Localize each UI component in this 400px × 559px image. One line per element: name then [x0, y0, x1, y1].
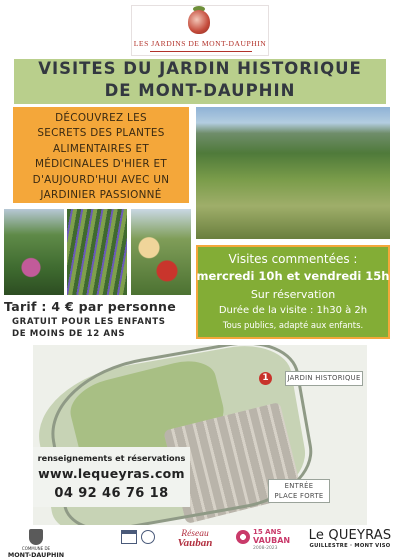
vauban-word: Vauban [177, 537, 213, 549]
visit-audience: Tous publics, adapté aux enfants. [222, 320, 364, 330]
free-entry-line-1: GRATUIT POUR LES ENFANTS [12, 317, 166, 327]
commune-label: COMMUNE DE [21, 546, 51, 551]
anniversary-years: 15 ANS [253, 528, 282, 536]
intro-line: ALIMENTAIRES ET [52, 142, 150, 155]
contact-heading: renseignements et réservations [37, 453, 186, 463]
visit-duration: Durée de la visite : 1h30 à 2h [218, 305, 368, 316]
commune-name: MONT-DAUPHIN [7, 551, 65, 559]
anniversary-dates: 2008-2023 [253, 546, 278, 551]
map-label-entry [268, 479, 330, 503]
visit-days: mercredi 10h et vendredi 15h [196, 269, 390, 283]
commune-logo [6, 529, 66, 559]
page-title [0, 58, 400, 102]
reseau-word: Réseau [181, 529, 209, 539]
title-line-2: DE MONT-DAUPHIN [104, 81, 296, 100]
free-entry-note [12, 316, 166, 340]
intro-text [13, 111, 189, 203]
anniversary-icon [236, 530, 250, 544]
title-line-1: VISITES DU JARDIN HISTORIQUE [38, 59, 362, 78]
phone-number: 04 92 46 76 18 [54, 486, 169, 501]
queyras-name: Le QUEYRAS [308, 528, 392, 543]
flower-photo-2 [67, 209, 127, 295]
map-label-garden: JARDIN HISTORIQUE [285, 371, 363, 386]
map-marker: 1 [259, 372, 272, 385]
gardens-logo [131, 5, 269, 56]
intro-line: D'AUJOURD'HUI AVEC UN [32, 173, 170, 186]
map-label-entry-line-2: PLACE FORTE [274, 492, 324, 500]
free-entry-line-2: DE MOINS DE 12 ANS [12, 329, 126, 339]
flower-photo-1 [4, 209, 64, 295]
pomegranate-icon [188, 10, 210, 34]
price: Tarif : 4 € par personne [4, 299, 177, 314]
garden-photo [196, 107, 390, 239]
queyras-subtitle: GUILLESTRE · MONT VISO [309, 543, 391, 549]
unesco-logos [121, 530, 159, 550]
intro-line: JARDINIER PASSIONNÉ [40, 189, 162, 202]
intro-line: SECRETS DES PLANTES [37, 127, 165, 140]
flower-photo-3 [131, 209, 191, 295]
intro-line: DÉCOUVREZ LES [55, 112, 147, 124]
reseau-vauban-logo [170, 529, 220, 549]
anniversary-name: VAUBAN [253, 536, 291, 545]
visits-heading: Visites commentées : [228, 252, 358, 266]
queyras-logo [304, 528, 396, 549]
world-heritage-icon [141, 530, 155, 544]
booking-note: Sur réservation [250, 288, 336, 301]
crest-icon [29, 529, 43, 545]
intro-line: MÉDICINALES D'HIER ET [34, 158, 168, 171]
logo-text: LES JARDINS DE MONT-DAUPHIN [133, 39, 267, 48]
website-link[interactable]: www.lequeyras.com [38, 466, 185, 481]
unesco-temple-icon [121, 530, 137, 544]
logo-underline [150, 51, 252, 52]
map-label-entry-line-1: ENTRÉE [284, 482, 314, 490]
